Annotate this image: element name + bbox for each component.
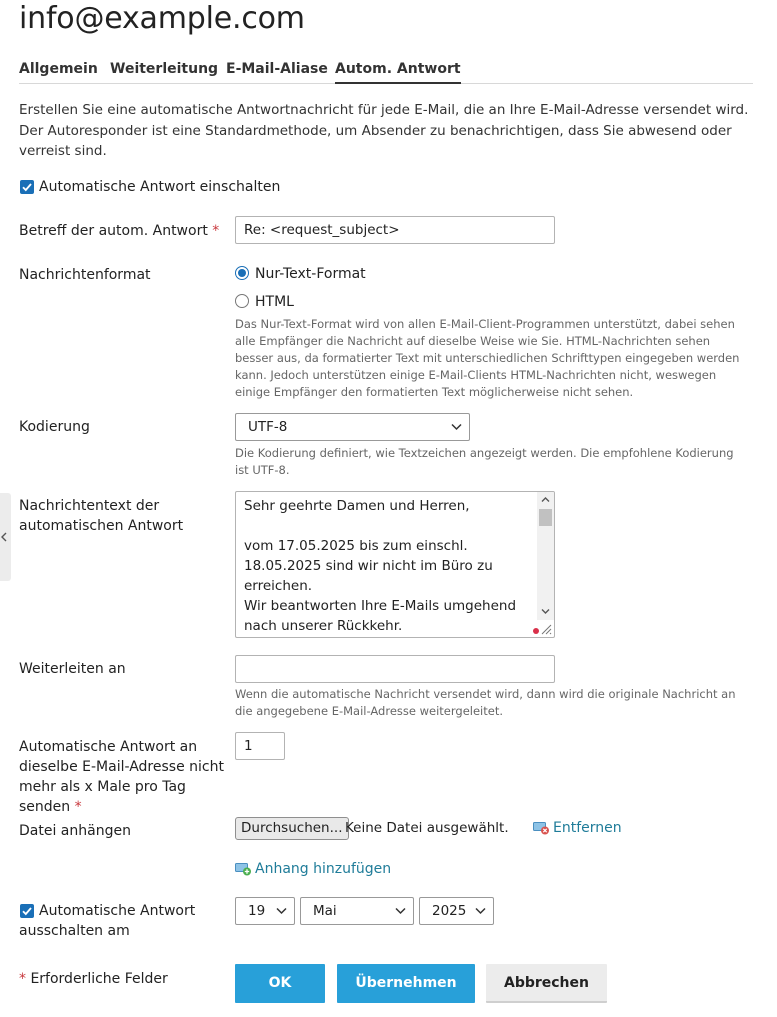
- message-scrollbar[interactable]: [537, 492, 554, 620]
- encoding-label: Kodierung: [19, 419, 90, 435]
- tab-bar: [19, 58, 753, 84]
- scrollbar-thumb[interactable]: [539, 509, 552, 526]
- format-label: Nachrichtenformat: [19, 267, 151, 283]
- required-marker: *: [19, 971, 26, 987]
- forward-input[interactable]: [235, 655, 555, 683]
- scroll-down-icon[interactable]: [541, 608, 550, 615]
- chevron-down-icon: [395, 907, 406, 915]
- required-fields-note: [19, 969, 168, 989]
- browse-button[interactable]: Durchsuchen...: [235, 817, 349, 840]
- page-title: info@example.com: [19, 1, 305, 36]
- month-select-value: Mai: [313, 903, 337, 919]
- tab-allgemein[interactable]: Allgemein: [19, 61, 98, 77]
- month-select[interactable]: [300, 897, 414, 925]
- format-hint: Das Nur-Text-Format wird von allen E-Mail-Client-Programmen unterstützt, dabei sehen alle Empfänger die Nachricht auf dieselbe Weise wie Sie. HTML-Nachrichten sehen besser aus, da formatierter Text mit unterschiedlichen Schrifttypen eingegeben werden kann. Jedoch unterstützen einige E-Mail-Clients HTML-Nachrichten nicht, weswegen einige Empfänger den formatierten Text möglicherweise nicht sehen.: [235, 317, 740, 399]
- message-line: nach unserer Rückkehr.: [244, 618, 403, 634]
- attachment-label: Datei anhängen: [19, 823, 131, 839]
- limit-label: [19, 737, 224, 817]
- tab-email-aliase[interactable]: E-Mail-Aliase: [226, 61, 328, 77]
- add-attachment-icon[interactable]: [235, 862, 252, 876]
- chevron-down-icon: [475, 907, 486, 915]
- apply-button[interactable]: Übernehmen: [337, 964, 475, 1003]
- day-select-value: 19: [248, 903, 266, 919]
- encoding-select-value: UTF-8: [248, 419, 288, 435]
- limit-label-text: Automatische Antwort an dieselbe E-Mail-Adresse nicht mehr als x Male pro Tag senden: [19, 739, 224, 815]
- forward-hint: Wenn die automatische Nachricht versendet wird, dann wird die originale Nachricht an die angegebene E-Mail-Adresse weitergeleitet.: [235, 687, 736, 718]
- enable-autoreply-checkbox[interactable]: [20, 180, 34, 194]
- remove-attachment-icon[interactable]: [533, 821, 550, 835]
- message-text: [244, 496, 534, 636]
- subject-label-text: Betreff der autom. Antwort: [19, 223, 208, 239]
- disable-on-label: Automatische Antwort ausschalten am: [19, 903, 196, 939]
- checkmark-icon: [21, 181, 33, 193]
- message-line: 18.05.2025 sind wir nicht im Büro zu: [244, 558, 493, 574]
- resize-grip-icon[interactable]: [540, 623, 552, 635]
- tab-autom-antwort[interactable]: Autom. Antwort: [335, 58, 461, 84]
- required-marker: *: [212, 223, 220, 239]
- required-marker: *: [74, 799, 82, 815]
- spellcheck-indicator: [533, 628, 539, 634]
- encoding-select[interactable]: [235, 413, 470, 441]
- add-attachment-link[interactable]: Anhang hinzufügen: [255, 861, 392, 877]
- intro-text: Erstellen Sie eine automatische Antwortnachricht für jede E-Mail, die an Ihre E-Mail-Adresse versendet wird. Der Autoresponder ist eine Standardmethode, um Absender zu benachrichtigen, dass Sie abwesend oder verreist sind.: [19, 102, 749, 159]
- ok-button[interactable]: OK: [235, 964, 325, 1003]
- forward-label: Weiterleiten an: [19, 661, 126, 677]
- chevron-down-icon: [451, 423, 462, 431]
- subject-label: [19, 221, 219, 241]
- subject-input[interactable]: Re: <request_subject>: [235, 216, 555, 244]
- required-fields-text: Erforderliche Felder: [30, 971, 168, 987]
- message-textarea[interactable]: [235, 491, 555, 638]
- encoding-hint: Die Kodierung definiert, wie Textzeichen angezeigt werden. Die empfohlene Kodierung ist UTF-8.: [235, 446, 734, 477]
- message-line: Wir beantworten Ihre E-Mails umgehend: [244, 598, 517, 614]
- message-line: [244, 516, 534, 536]
- day-select[interactable]: [235, 897, 295, 925]
- enable-autoreply-label: Automatische Antwort einschalten: [39, 179, 281, 195]
- side-panel-toggle[interactable]: [0, 493, 11, 581]
- message-label: Nachrichtentext der automatischen Antwort: [19, 498, 184, 534]
- radio-plain-text[interactable]: [235, 266, 249, 280]
- cancel-button[interactable]: Abbrechen: [486, 964, 607, 1003]
- file-status: Keine Datei ausgewählt.: [345, 820, 509, 836]
- tab-weiterleitung[interactable]: Weiterleitung: [110, 61, 219, 77]
- message-line: erreichen.: [244, 578, 313, 594]
- radio-plain-text-label: Nur-Text-Format: [255, 266, 366, 282]
- radio-html-label: HTML: [255, 294, 294, 310]
- limit-input[interactable]: 1: [235, 732, 285, 760]
- year-select-value: 2025: [432, 903, 467, 919]
- chevron-left-icon: [0, 531, 8, 543]
- message-line: Sehr geehrte Damen und Herren,: [244, 498, 470, 514]
- chevron-down-icon: [276, 907, 287, 915]
- message-line: vom 17.05.2025 bis zum einschl.: [244, 538, 468, 554]
- scroll-up-icon[interactable]: [541, 496, 550, 503]
- year-select[interactable]: [419, 897, 494, 925]
- remove-attachment-link[interactable]: Entfernen: [553, 820, 622, 836]
- radio-html[interactable]: [235, 294, 249, 308]
